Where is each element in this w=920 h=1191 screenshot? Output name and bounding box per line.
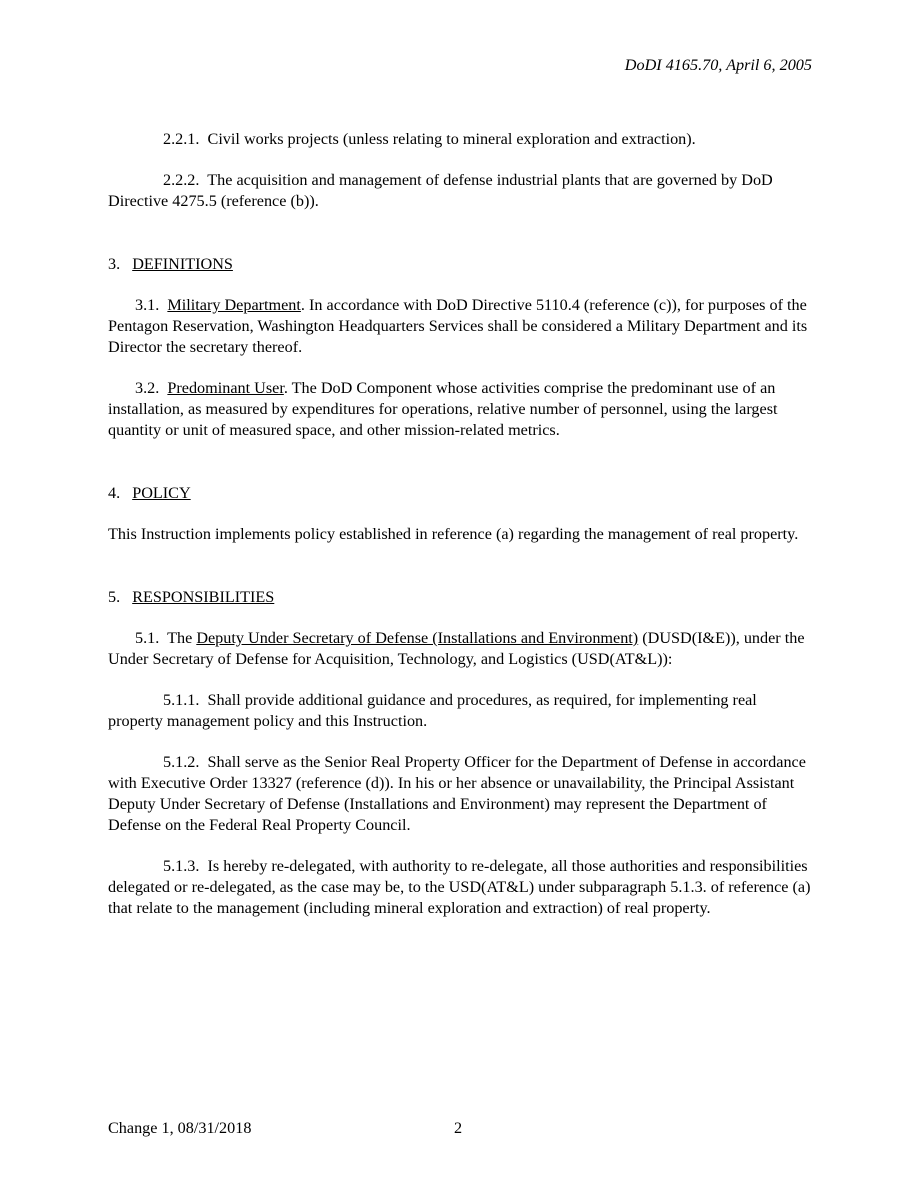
- section-title: RESPONSIBILITIES: [132, 588, 275, 606]
- paragraph-number: 2.2.1.: [163, 130, 200, 148]
- paragraph-2-2-2: [108, 170, 813, 212]
- footer-change-note: Change 1, 08/31/2018: [108, 1119, 252, 1137]
- paragraph-text: (DUSD(I&E)), under the Under Secretary of Defense for Acquisition, Technology, and Logistics (USD(AT&L)):: [108, 629, 805, 668]
- defined-term: Deputy Under Secretary of Defense (Installations and Environment): [196, 629, 639, 647]
- paragraph-number: 3.1.: [135, 296, 160, 314]
- paragraph-text: Civil works projects (unless relating to mineral exploration and extraction).: [207, 130, 696, 148]
- document-body: [108, 129, 813, 939]
- defined-term: Predominant User: [167, 379, 284, 397]
- section-number: 4.: [108, 484, 121, 502]
- section-number: 5.: [108, 588, 121, 606]
- paragraph-5-1-2: [108, 752, 813, 836]
- paragraph-number: 2.2.2.: [163, 171, 200, 189]
- page-number: 2: [454, 1119, 463, 1137]
- paragraph-number: 5.1.: [135, 629, 160, 647]
- paragraph-text: The acquisition and management of defense industrial plants that are governed by DoD Directive 4275.5 (reference (b)).: [108, 171, 773, 210]
- defined-term: Military Department: [167, 296, 301, 314]
- paragraph-5-1-1: [108, 690, 813, 732]
- section-heading-definitions: [108, 254, 813, 275]
- paragraph-number: 5.1.3.: [163, 857, 200, 875]
- paragraph-text: . The DoD Component whose activities comprise the predominant use of an installation, as measured by expenditures for operations, relative number of personnel, using the largest quantity or unit of measured space, and other mission-related metrics.: [108, 379, 778, 439]
- section-heading-policy: [108, 483, 813, 504]
- section-title: POLICY: [132, 484, 191, 502]
- paragraph-number: 5.1.1.: [163, 691, 200, 709]
- paragraph-lead: The: [167, 629, 193, 647]
- paragraph-text: Shall provide additional guidance and procedures, as required, for implementing real property management policy and this Instruction.: [108, 691, 757, 730]
- paragraph-number: 5.1.2.: [163, 753, 200, 771]
- section-title: DEFINITIONS: [132, 255, 233, 273]
- paragraph-3-2: [108, 378, 813, 441]
- section-heading-responsibilities: [108, 587, 813, 608]
- paragraph-3-1: [108, 295, 813, 358]
- paragraph-text: . In accordance with DoD Directive 5110.4 (reference (c)), for purposes of the Pentagon Reservation, Washington Headquarters Services shall be considered a Military Department and its Director the secretary thereof.: [108, 296, 808, 356]
- paragraph-text: Is hereby re-delegated, with authority to re-delegate, all those authorities and responsibilities delegated or re-delegated, as the case may be, to the USD(AT&L) under subparagraph 5.1.3. of reference (a) that relate to the management (including mineral exploration and extraction) of real property.: [108, 857, 811, 917]
- paragraph-5-1: [108, 628, 813, 670]
- running-header: DoDI 4165.70, April 6, 2005: [624, 56, 812, 74]
- paragraph-policy: This Instruction implements policy established in reference (a) regarding the management of real property.: [108, 525, 799, 543]
- section-number: 3.: [108, 255, 121, 273]
- paragraph-text: Shall serve as the Senior Real Property Officer for the Department of Defense in accordance with Executive Order 13327 (reference (d)). In his or her absence or unavailability, the Principal Assistant Deputy Under Secretary of Defense (Installations and Environment) may represent the Department of Defense on the Federal Real Property Council.: [108, 753, 806, 834]
- paragraph-number: 3.2.: [135, 379, 160, 397]
- paragraph-2-2-1: [108, 129, 813, 150]
- paragraph-5-1-3: [108, 856, 813, 919]
